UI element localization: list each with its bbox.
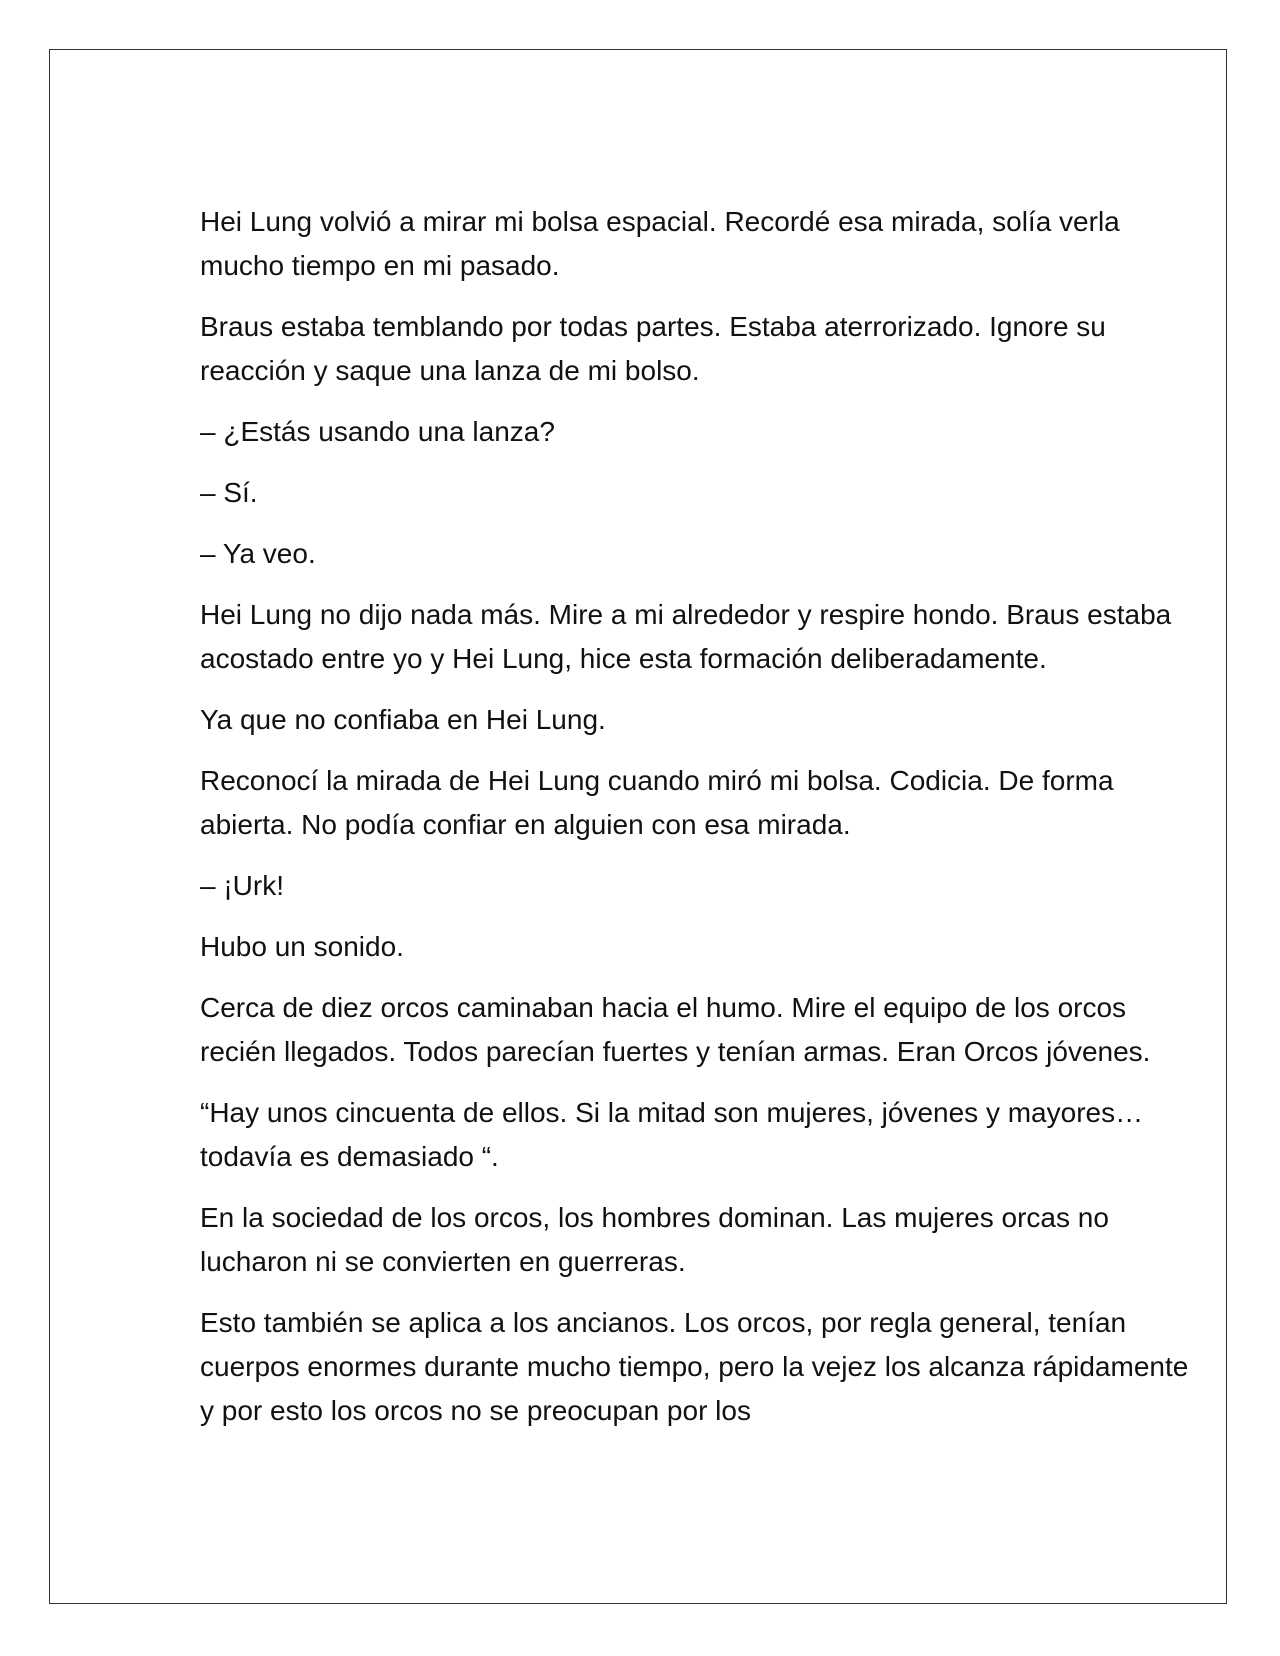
paragraph-6: Hei Lung no dijo nada más. Mire a mi alrededor y respire hondo. Braus estaba acostado entre yo y Hei Lung, hice esta formación deliberadamente. — [200, 599, 1172, 674]
paragraph-5: – Ya veo. — [200, 538, 316, 569]
paragraph-10: Hubo un sonido. — [200, 931, 404, 962]
paragraph-3: – ¿Estás usando una lanza? — [200, 416, 555, 447]
page-frame — [49, 49, 1227, 1604]
paragraph-14: Esto también se aplica a los ancianos. Los orcos, por regla general, tenían cuerpos enormes durante mucho tiempo, pero la vejez los alcanza rápidamente y por esto los orcos no se preocupan por los — [200, 1307, 1189, 1426]
paragraph-8: Reconocí la mirada de Hei Lung cuando miró mi bolsa. Codicia. De forma abierta. No podía confiar en alguien con esa mirada. — [200, 765, 1114, 840]
paragraph-4: – Sí. — [200, 477, 258, 508]
paragraph-1: Hei Lung volvió a mirar mi bolsa espacial. Recordé esa mirada, solía verla mucho tiempo en mi pasado. — [200, 206, 1120, 281]
paragraph-13: En la sociedad de los orcos, los hombres dominan. Las mujeres orcas no lucharon ni se convierten en guerreras. — [200, 1202, 1109, 1277]
paragraph-11: Cerca de diez orcos caminaban hacia el humo. Mire el equipo de los orcos recién llegados. Todos parecían fuertes y tenían armas. Eran Orcos jóvenes. — [200, 992, 1151, 1067]
paragraph-9: – ¡Urk! — [200, 870, 284, 901]
paragraph-2: Braus estaba temblando por todas partes. Estaba aterrorizado. Ignore su reacción y saque una lanza de mi bolso. — [200, 311, 1106, 386]
paragraph-7: Ya que no confiaba en Hei Lung. — [200, 704, 606, 735]
paragraph-12: “Hay unos cincuenta de ellos. Si la mitad son mujeres, jóvenes y mayores… todavía es demasiado “. — [200, 1097, 1144, 1172]
document-body — [200, 200, 1190, 1450]
